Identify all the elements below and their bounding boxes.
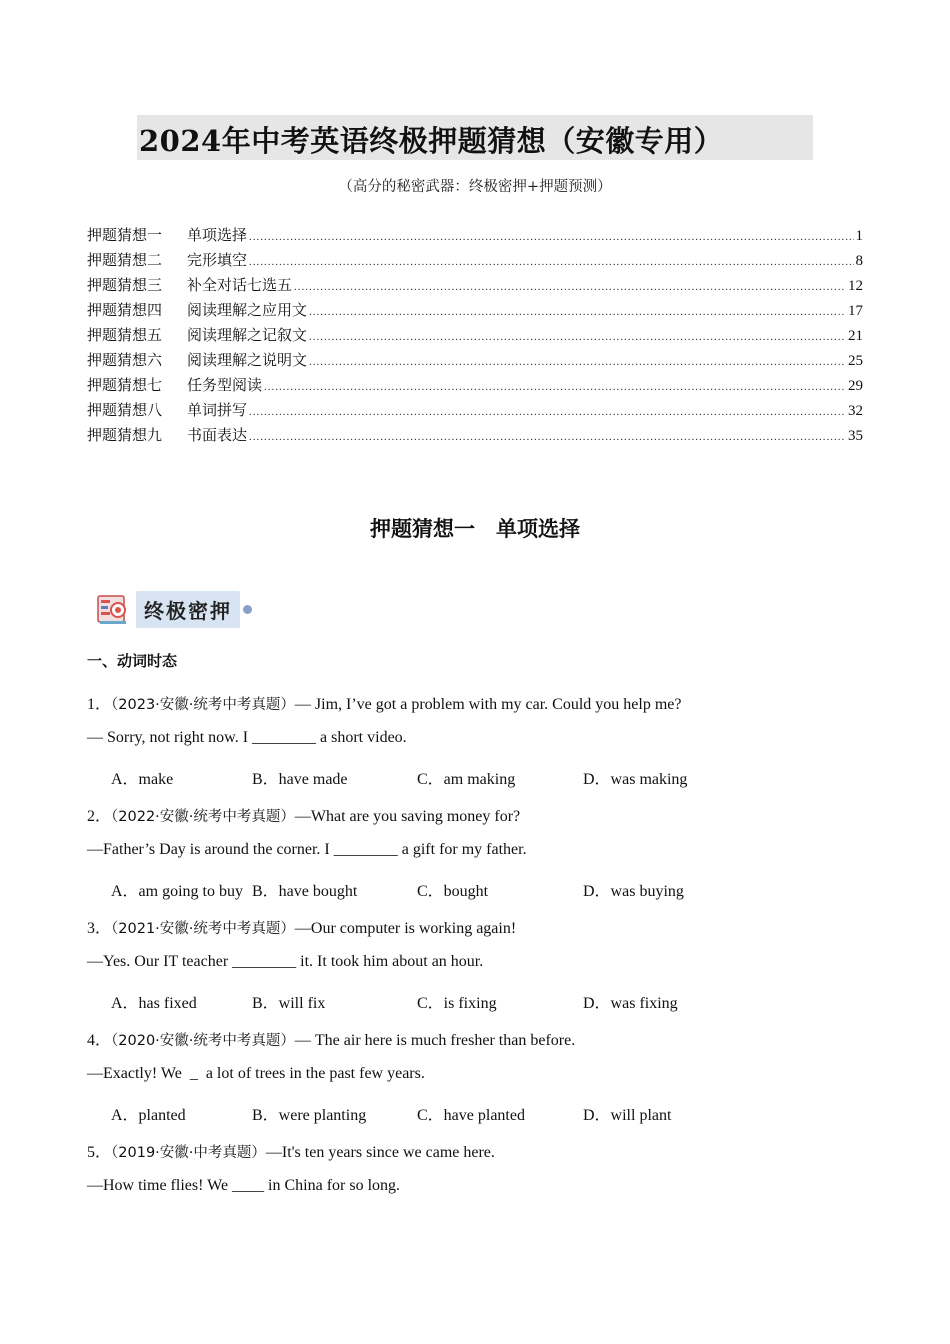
toc-entry[interactable] — [87, 399, 863, 424]
badge-label: 终极密押 — [136, 591, 240, 628]
toc-entry-title: 书面表达 — [187, 426, 248, 444]
option-c[interactable]: C．bought — [417, 883, 489, 900]
option-a[interactable]: A．am going to buy — [111, 883, 243, 900]
toc-entry-page: 35 — [848, 428, 863, 444]
question-reply: —How time flies! We ____ in China for so long. — [87, 1177, 401, 1194]
option-c[interactable]: C．am making — [417, 771, 516, 788]
question-source: （2023·安徽·统考中考真题） — [111, 697, 295, 713]
toc-leader-dots — [309, 331, 846, 343]
toc-entry-title: 阅读理解之记叙文 — [187, 326, 308, 344]
toc-entry-title: 阅读理解之说明文 — [187, 351, 308, 369]
document-subtitle: （高分的秘密武器：终极密押+押题预测） — [338, 179, 612, 195]
question-reply: — Sorry, not right now. I ________ a short video. — [87, 729, 407, 746]
question-prompt — [87, 915, 516, 938]
title-banner — [137, 115, 813, 160]
toc-entry[interactable] — [87, 349, 863, 374]
toc-entry-number: 押题猜想一 — [87, 226, 163, 244]
option-a[interactable]: A．planted — [111, 1107, 186, 1124]
toc-entry-title: 单词拼写 — [187, 401, 248, 419]
option-b[interactable]: B．have made — [252, 771, 348, 788]
toc-leader-dots — [309, 306, 846, 318]
table-of-contents — [87, 224, 863, 449]
toc-entry-title: 阅读理解之应用文 — [187, 301, 308, 319]
toc-entry-page: 21 — [848, 328, 863, 344]
question-source: （2019·安徽·中考真题） — [111, 1145, 266, 1161]
question-text: —What are you saving money for? — [294, 808, 521, 825]
toc-entry[interactable] — [87, 274, 863, 299]
option-c[interactable]: C．is fixing — [417, 995, 497, 1012]
toc-entry-page: 1 — [855, 228, 863, 244]
document-title: 2024年中考英语终极押题猜想（安徽专用） — [139, 124, 724, 158]
question-reply: —Exactly! We _ a lot of trees in the past few years. — [87, 1065, 425, 1082]
toc-entry-number: 押题猜想六 — [87, 351, 163, 369]
section-badge — [96, 590, 252, 628]
toc-entry-page: 12 — [848, 278, 863, 294]
option-b[interactable]: B．have bought — [252, 883, 358, 900]
toc-entry-page: 17 — [848, 303, 863, 319]
option-d[interactable]: D．was fixing — [583, 995, 678, 1012]
option-d[interactable]: D．was making — [583, 771, 688, 788]
question-reply: —Father’s Day is around the corner. I ________ a gift for my father. — [87, 841, 527, 858]
toc-entry-number: 押题猜想八 — [87, 401, 163, 419]
target-board-icon — [96, 592, 130, 626]
option-c[interactable]: C．have planted — [417, 1107, 525, 1124]
toc-entry[interactable] — [87, 424, 863, 449]
toc-entry-title: 完形填空 — [187, 251, 248, 269]
question-number: 5． — [87, 1144, 112, 1161]
badge-dot — [243, 605, 252, 614]
toc-entry[interactable] — [87, 224, 863, 249]
toc-entry-page: 29 — [848, 378, 863, 394]
question-number: 3． — [87, 920, 112, 937]
option-d[interactable]: D．was buying — [583, 883, 684, 900]
option-a[interactable]: A．make — [111, 771, 174, 788]
toc-entry-number: 押题猜想三 — [87, 276, 163, 294]
toc-entry[interactable] — [87, 324, 863, 349]
toc-leader-dots — [264, 381, 846, 393]
option-b[interactable]: B．will fix — [252, 995, 326, 1012]
question-prompt — [87, 803, 520, 826]
category-heading: 一、动词时态 — [87, 652, 178, 670]
toc-entry[interactable] — [87, 299, 863, 324]
toc-entry-page: 25 — [848, 353, 863, 369]
toc-entry[interactable] — [87, 374, 863, 399]
question-prompt — [87, 691, 681, 714]
question-text: — Jim, I’ve got a problem with my car. Could you help me? — [294, 696, 682, 713]
option-b[interactable]: B．were planting — [252, 1107, 367, 1124]
toc-leader-dots — [249, 231, 853, 243]
question-number: 1． — [87, 696, 112, 713]
toc-leader-dots — [309, 356, 846, 368]
toc-leader-dots — [294, 281, 846, 293]
toc-entry-title: 单项选择 — [187, 226, 248, 244]
toc-leader-dots — [249, 256, 853, 268]
question-source: （2021·安徽·统考中考真题） — [111, 921, 295, 937]
toc-entry[interactable] — [87, 249, 863, 274]
toc-entry-title: 补全对话七选五 — [187, 276, 293, 294]
toc-entry-title: 任务型阅读 — [187, 376, 263, 394]
toc-entry-number: 押题猜想二 — [87, 251, 163, 269]
question-text: —Our computer is working again! — [294, 920, 517, 937]
toc-leader-dots — [249, 431, 846, 443]
toc-entry-page: 8 — [855, 253, 863, 269]
section-heading: 押题猜想一 单项选择 — [370, 517, 580, 541]
toc-leader-dots — [249, 406, 846, 418]
question-text: —It's ten years since we came here. — [265, 1144, 495, 1161]
toc-entry-number: 押题猜想五 — [87, 326, 163, 344]
question-prompt — [87, 1027, 575, 1050]
question-number: 4． — [87, 1032, 112, 1049]
question-source: （2020·安徽·统考中考真题） — [111, 1033, 295, 1049]
toc-entry-number: 押题猜想四 — [87, 301, 163, 319]
question-source: （2022·安徽·统考中考真题） — [111, 809, 295, 825]
toc-entry-page: 32 — [848, 403, 863, 419]
option-a[interactable]: A．has fixed — [111, 995, 197, 1012]
option-d[interactable]: D．will plant — [583, 1107, 672, 1124]
question-reply: —Yes. Our IT teacher ________ it. It took him about an hour. — [87, 953, 484, 970]
toc-entry-number: 押题猜想七 — [87, 376, 163, 394]
toc-entry-number: 押题猜想九 — [87, 426, 163, 444]
question-text: — The air here is much fresher than before. — [294, 1032, 576, 1049]
question-prompt — [87, 1139, 495, 1162]
question-number: 2． — [87, 808, 112, 825]
